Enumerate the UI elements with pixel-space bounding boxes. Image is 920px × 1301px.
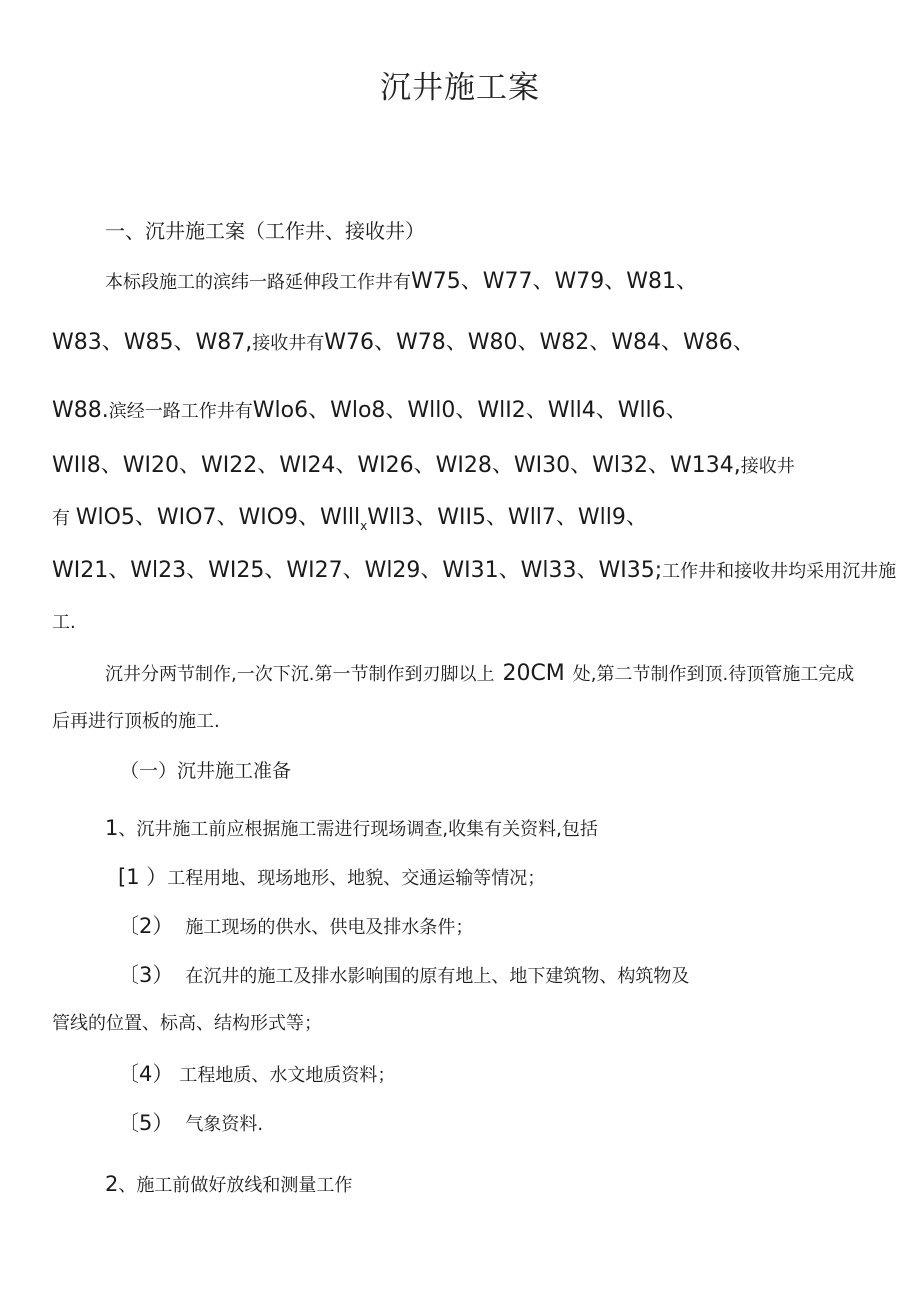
well-codes: W76、W78、W80、W82、W84、W86、 bbox=[324, 330, 755, 355]
text-run: 接收井有 bbox=[252, 333, 325, 354]
item-text: 施工现场的供水、供电及排水条件； bbox=[185, 917, 474, 938]
item-marker: 〔4） bbox=[118, 1062, 174, 1086]
measurement: 20CM bbox=[502, 661, 565, 686]
paragraph-line bbox=[52, 400, 688, 422]
item-text: 管线的位置、标高、结构形式等； bbox=[52, 1013, 322, 1034]
text-run: 本标段施工的滨纬一路延伸段工作井有 bbox=[105, 272, 411, 293]
item-number: 2 bbox=[105, 1172, 119, 1196]
item-number: 1 bbox=[105, 816, 119, 840]
well-codes: W75、W77、W79、W81、 bbox=[411, 269, 698, 294]
list-item bbox=[105, 1174, 352, 1195]
paragraph-line bbox=[105, 663, 854, 685]
document-title: 沉井施工案 bbox=[380, 70, 540, 106]
well-codes: WII8、WI20、WI22、WI24、WI26、WI28、WI30、Wl32、W134, bbox=[52, 453, 741, 478]
well-codes: W83、W85、W87, bbox=[52, 330, 253, 355]
sub-list-item-continuation bbox=[52, 1015, 322, 1033]
text-run: 处,第二节制作到顶.待顶管施工完成 bbox=[572, 664, 855, 685]
text-run: 有 bbox=[52, 508, 70, 529]
item-text: 工程用地、现场地形、地貌、交通运输等情况； bbox=[167, 868, 546, 889]
sub-list-item bbox=[118, 916, 473, 937]
sub-list-item bbox=[118, 965, 689, 986]
item-marker: 〔5） bbox=[118, 1111, 174, 1135]
item-text: 、施工前做好放线和测量工作 bbox=[118, 1175, 353, 1196]
text-run: 接收井 bbox=[740, 456, 795, 477]
item-marker: [1 ） bbox=[118, 865, 168, 889]
well-codes: WlO5、WIO7、WIO9、Wlll bbox=[75, 505, 361, 530]
paragraph-line bbox=[52, 505, 648, 533]
sub-list-item bbox=[118, 1113, 263, 1134]
text-run: 滨经一路工作井有 bbox=[108, 401, 253, 422]
sub-list-item bbox=[118, 1064, 395, 1085]
well-codes: Wll3、WII5、Wll7、Wll9、 bbox=[367, 505, 648, 530]
paragraph-line bbox=[52, 560, 896, 582]
paragraph-line bbox=[105, 271, 698, 293]
item-marker: 〔2） bbox=[118, 914, 174, 938]
text-run: 后再进行顶板的施工. bbox=[52, 711, 220, 732]
paragraph-line bbox=[52, 713, 220, 731]
list-item bbox=[105, 818, 598, 839]
text-run: 工. bbox=[52, 612, 76, 633]
subsection-heading: （一）沉井施工准备 bbox=[120, 760, 292, 782]
paragraph-line bbox=[52, 332, 755, 354]
sub-list-item bbox=[118, 867, 545, 888]
item-text: 工程地质、水文地质资料； bbox=[179, 1065, 396, 1086]
paragraph-line bbox=[52, 455, 795, 477]
item-text: 、沉井施工前应根据施工需进行现场调查,收集有关资料,包括 bbox=[118, 819, 598, 840]
text-run: 沉井分两节制作,一次下沉.第一节制作到刃脚以上 bbox=[105, 664, 495, 685]
paragraph-line bbox=[52, 614, 76, 632]
item-text: 在沉井的施工及排水影响围的原有地上、地下建筑物、构筑物及 bbox=[185, 966, 690, 987]
well-codes: Wlo6、Wlo8、Wll0、WlI2、Wll4、Wll6、 bbox=[252, 398, 688, 423]
well-codes: W88. bbox=[52, 398, 109, 423]
subscript-mark: x bbox=[360, 519, 368, 533]
well-codes: WI21、Wl23、WI25、WI27、Wl29、WI31、Wl33、WI35; bbox=[52, 558, 663, 583]
text-run: 工作井和接收井均采用沉井施 bbox=[662, 561, 897, 582]
item-marker: 〔3） bbox=[118, 963, 174, 987]
section-heading: 一、沉井施工案（工作井、接收井） bbox=[105, 219, 425, 243]
item-text: 气象资料. bbox=[185, 1114, 264, 1135]
